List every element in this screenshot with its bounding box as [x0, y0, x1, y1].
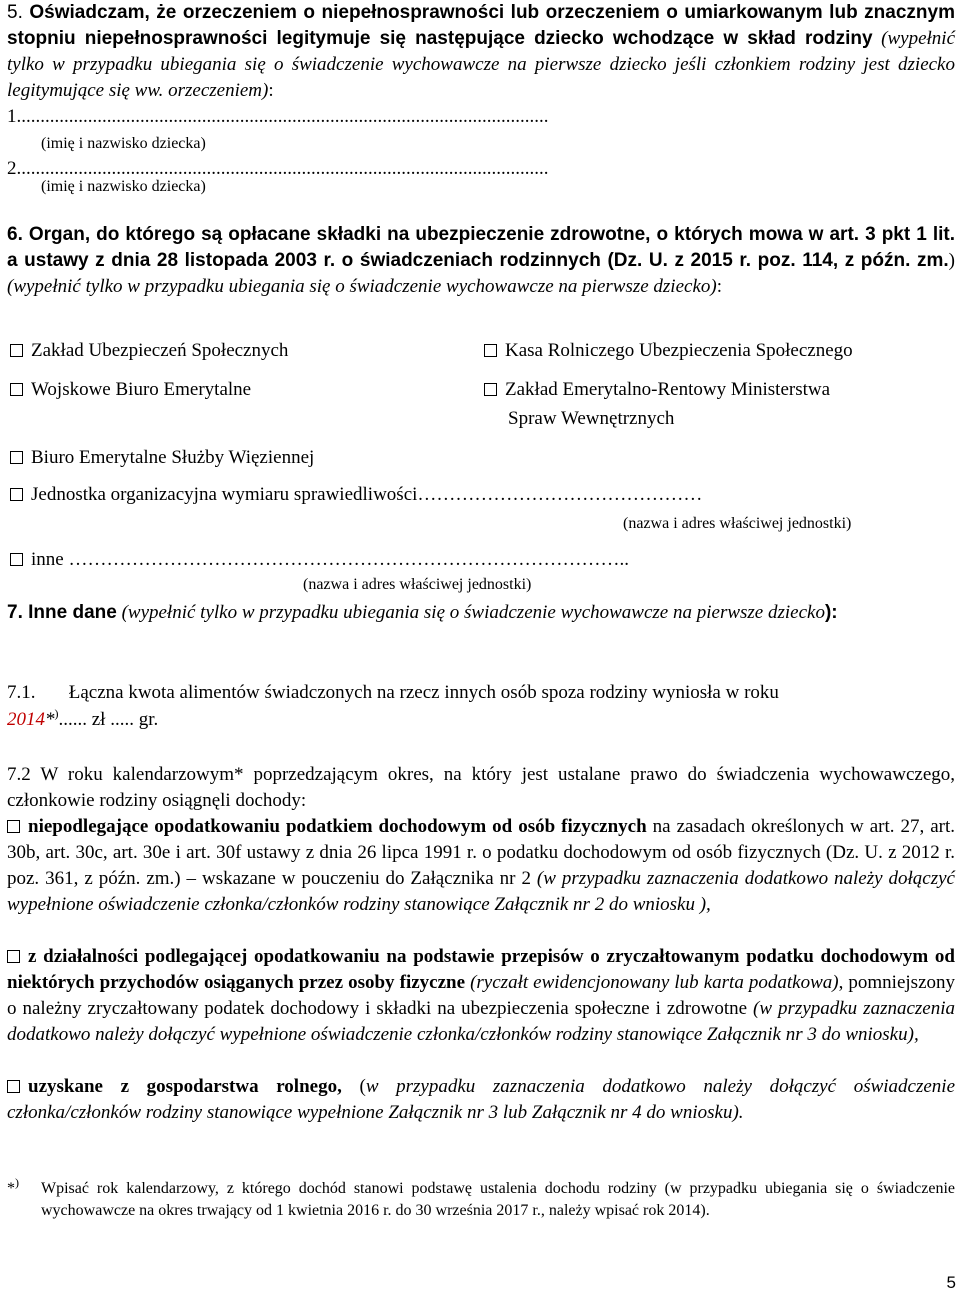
checkbox-icon[interactable]: [10, 488, 23, 501]
inne-caption: (nazwa i adres właściwej jednostki): [303, 576, 532, 593]
checkbox-icon[interactable]: [484, 383, 497, 396]
option-zus[interactable]: Zakład Ubezpieczeń Społecznych: [10, 338, 288, 364]
checkbox-icon[interactable]: [7, 1080, 20, 1093]
checkbox-icon[interactable]: [10, 451, 23, 464]
item-7-2: 7.2 W roku kalendarzowym* poprzedzającym okres, na który jest ustalane prawo do świadczenia wychowawczego, członkowie rodziny osiągnęli dochody:: [7, 764, 955, 811]
section-5-number: 5.: [7, 2, 23, 23]
section-5-heading: 5. Oświadczam, że orzeczeniem o niepełnosprawności lub orzeczeniem o umiarkowanym lub znacznym stopniu niepełnosprawności legitymuje się następujące dziecko wchodzące w skład rodziny (wypełnić tylko w przypadku ubiegania się o świadczenie wychowawcze na pierwsze dziecko jeśli członkiem rodziny jest dziecko legitymujące się ww. orzeczeniem):: [7, 2, 955, 101]
child-entry-2-caption: (imię i nazwisko dziecka): [41, 178, 206, 195]
page-number: 5: [946, 1273, 956, 1292]
footnote-mark: *): [7, 1175, 19, 1197]
income-option-2[interactable]: z działalności podlegającej opodatkowaniu na podstawie przepisów o zryczałtowanym podatku dochodowym od niektórych przychodów osiąganych przez osoby fizyczne (ryczałt ewidencjonowany lub karta podatkowa), pomniejszony o należny zryczałtowany podatek dochodowy i składki na ubezpieczenia społeczne i zdrowotne (w przypadku zaznaczenia dodatkowo należy dołączyć wypełnione oświadczenie członka/członków rodziny stanowiące Załącznik nr 3 do wniosku),: [7, 946, 955, 1045]
option-krus[interactable]: Kasa Rolniczego Ubezpieczenia Społecznego: [484, 338, 853, 364]
option-zer-mswia[interactable]: Zakład Emerytalno-Rentowy Ministerstwa: [484, 377, 830, 403]
option-jednostka[interactable]: Jednostka organizacyjna wymiaru sprawiedliwości………………………………………: [10, 482, 702, 508]
option-zer-mswia-line2: Spraw Wewnętrznych: [508, 408, 675, 429]
child-entry-1-caption: (imię i nazwisko dziecka): [41, 135, 206, 152]
option-inne[interactable]: inne ……………………………………………………………………………..: [10, 547, 629, 573]
section-6-heading: 6. Organ, do którego są opłacane składki na ubezpieczenie zdrowotne, o których mowa w art. 3 pkt 1 lit. a ustawy z dnia 28 listopada 2003 r. o świadczeniach rodzinnych (Dz. U. z 2015 r. poz. 114, z późn. zm.) (wypełnić tylko w przypadku ubiegania się o świadczenie wychowawcze na pierwsze dziecko):: [7, 224, 955, 297]
child-entry-2[interactable]: 2................................................................................................................: [7, 158, 549, 179]
year-value: 2014: [7, 709, 45, 730]
checkbox-icon[interactable]: [10, 383, 23, 396]
checkbox-icon[interactable]: [484, 344, 497, 357]
income-option-3[interactable]: uzyskane z gospodarstwa rolnego, (w przypadku zaznaczenia dodatkowo należy dołączyć oświadczenie członka/członków rodziny stanowiące wypełnione Załącznik nr 3 lub Załącznik nr 4 do wniosku).: [7, 1076, 956, 1123]
income-option-1[interactable]: niepodlegające opodatkowaniu podatkiem dochodowym od osób fizycznych na zasadach określonych w art. 27, art. 30b, art. 30c, art. 30e i art. 30f ustawy z dnia 26 lipca 1991 r. o podatku dochodowym od osób fizycznych (Dz. U. z 2012 r. poz. 361, z późn. zm.) – wskazane w pouczeniu do Załącznika nr 2 (w przypadku zaznaczenia dodatkowo należy dołączyć wypełnione oświadczenie członka/członków rodziny stanowiące Załącznik nr 2 do wniosku ),: [7, 816, 955, 915]
checkbox-icon[interactable]: [10, 344, 23, 357]
child-entry-1[interactable]: 1................................................................................................................: [7, 106, 549, 127]
jednostka-caption: (nazwa i adres właściwej jednostki): [623, 515, 852, 532]
option-wbe[interactable]: Wojskowe Biuro Emerytalne: [10, 377, 251, 403]
section-7-heading: 7. Inne dane (wypełnić tylko w przypadku ubiegania się o świadczenie wychowawcze na pierwsze dziecko):: [7, 602, 838, 623]
item-7-1: 7.1. Łączna kwota alimentów świadczonych na rzecz innych osób spoza rodziny wyniosła w roku: [7, 682, 779, 703]
checkbox-icon[interactable]: [7, 950, 20, 963]
checkbox-icon[interactable]: [10, 553, 23, 566]
footnote: [7, 1175, 955, 1222]
item-7-1-amount[interactable]: 2014*)...... zł ..... gr.: [7, 706, 159, 730]
option-besw[interactable]: Biuro Emerytalne Służby Więziennej: [10, 445, 314, 471]
footnote-text: Wpisać rok kalendarzowy, z którego dochód stanowi podstawę ustalenia dochodu rodziny (w przypadku ubiegania się o świadczenie wychowawcze na okres trwający od 1 kwietnia 2016 r. do 30 września 2017 r., należy wpisać rok 2014).: [41, 1180, 955, 1219]
checkbox-icon[interactable]: [7, 820, 20, 833]
